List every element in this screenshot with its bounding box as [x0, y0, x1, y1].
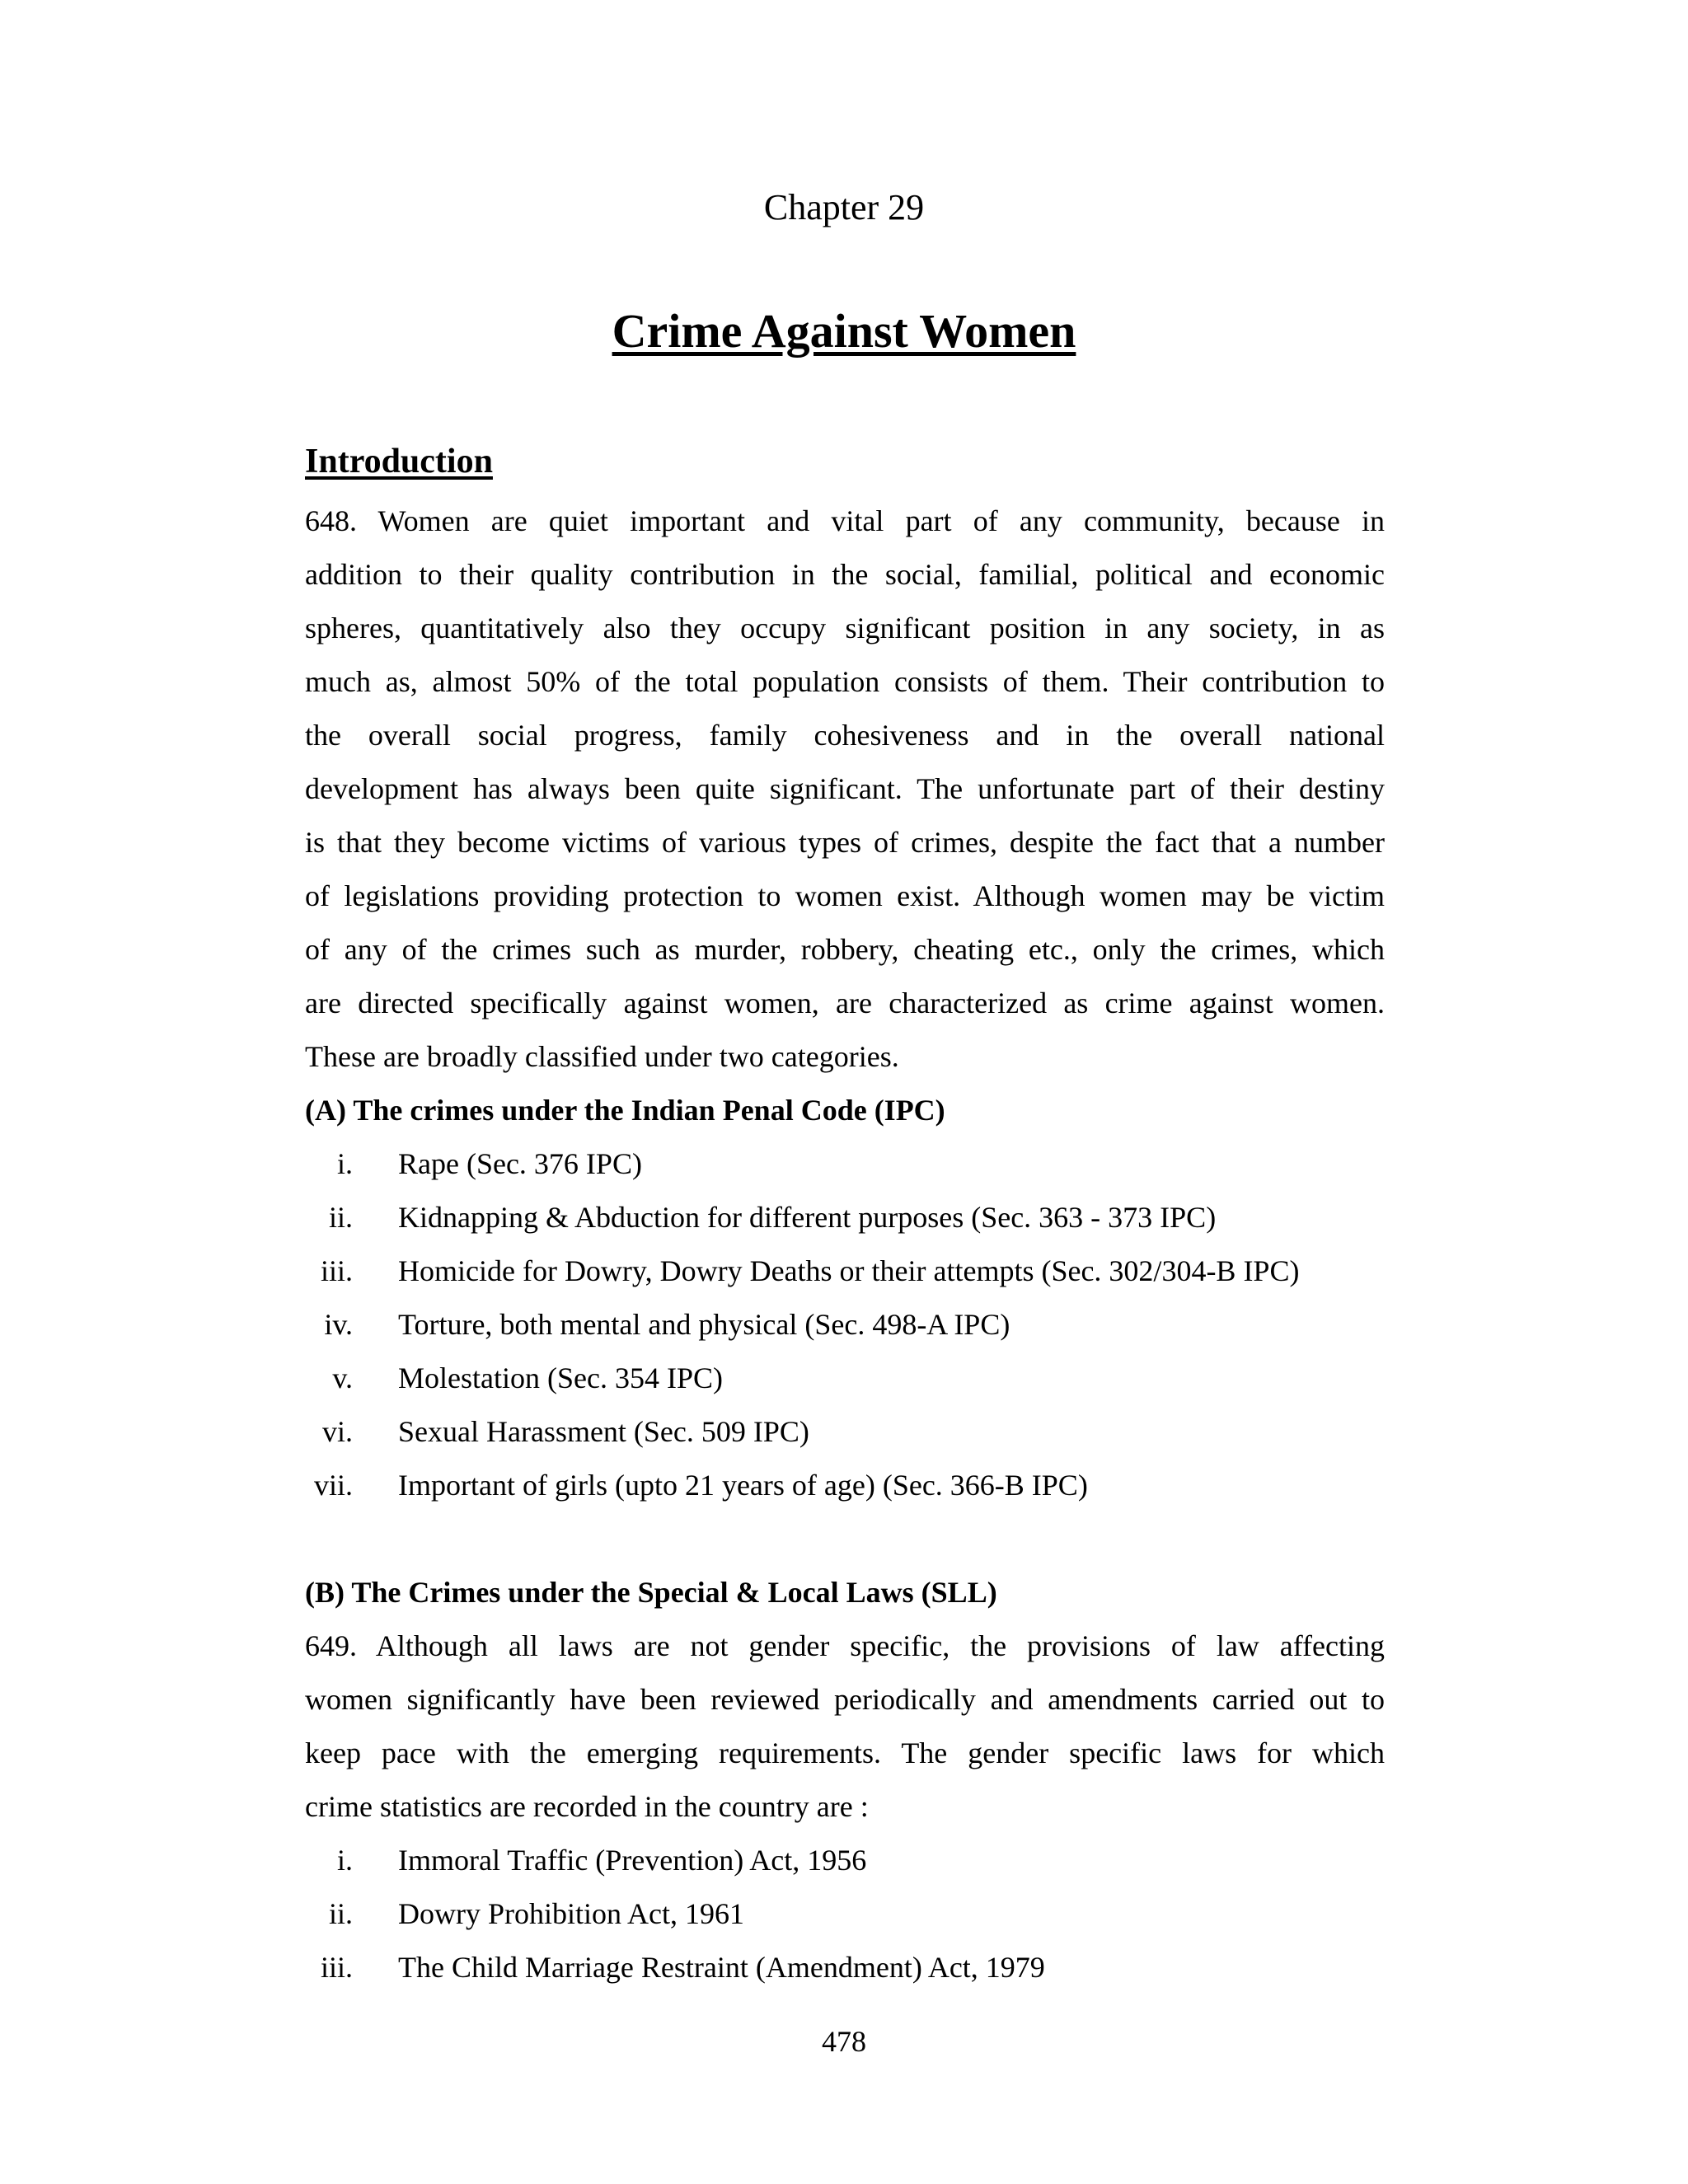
list-item	[305, 1941, 1459, 1994]
list-number: vi.	[321, 1415, 353, 1448]
paragraph-line: development has always been quite significant. The unfortunate part of their destiny	[305, 772, 1385, 805]
paragraph-line: addition to their quality contribution in the social, familial, political and economic	[305, 558, 1385, 591]
paragraph-649	[305, 1619, 1385, 1834]
list-text: The Child Marriage Restraint (Amendment) Act, 1979	[398, 1951, 1045, 1984]
list-number: iv.	[324, 1308, 353, 1341]
list-number: vii.	[313, 1469, 353, 1502]
list-text: Dowry Prohibition Act, 1961	[398, 1897, 744, 1930]
list-text: Important of girls (upto 21 years of age) (Sec. 366-B IPC)	[398, 1469, 1088, 1502]
list-number: iii.	[320, 1951, 353, 1984]
list-text: Immoral Traffic (Prevention) Act, 1956	[398, 1844, 867, 1877]
list-text: Homicide for Dowry, Dowry Deaths or their attempts (Sec. 302/304-B IPC)	[398, 1254, 1300, 1287]
list-number: ii.	[328, 1897, 353, 1930]
list-item	[305, 1298, 1459, 1352]
list-number: iii.	[320, 1254, 353, 1287]
list-number: v.	[332, 1361, 353, 1394]
list-item	[305, 1887, 1459, 1941]
chapter-label: Chapter 29	[763, 187, 925, 227]
list-number: i.	[336, 1844, 353, 1877]
list-text: Sexual Harassment (Sec. 509 IPC)	[398, 1415, 809, 1448]
paragraph-line: of legislations providing protection to women exist. Although women may be victim	[305, 879, 1385, 912]
sll-law-list	[305, 1834, 1459, 1994]
list-number: i.	[336, 1147, 353, 1180]
list-item	[305, 1191, 1459, 1244]
list-text: Torture, both mental and physical (Sec. 498-A IPC)	[398, 1308, 1010, 1341]
paragraph-line: is that they become victims of various types of crimes, despite the fact that a number	[305, 826, 1385, 859]
list-item	[305, 1834, 1459, 1887]
paragraph-line: are directed specifically against women, are characterized as crime against women.	[305, 987, 1385, 1019]
paragraph-line: the overall social progress, family cohesiveness and in the overall national	[305, 719, 1385, 752]
ipc-heading: (A) The crimes under the Indian Penal Code (IPC)	[305, 1094, 945, 1127]
chapter-title: Crime Against Women	[612, 304, 1076, 358]
page-number: 478	[822, 2025, 866, 2058]
paragraph-line: much as, almost 50% of the total population consists of them. Their contribution to	[305, 665, 1385, 698]
sll-heading: (B) The Crimes under the Special & Local Laws (SLL)	[305, 1576, 997, 1609]
list-text: Kidnapping & Abduction for different purposes (Sec. 363 - 373 IPC)	[398, 1201, 1217, 1234]
paragraph-line: These are broadly classified under two categories.	[305, 1040, 899, 1073]
list-text: Rape (Sec. 376 IPC)	[398, 1147, 642, 1180]
list-text: Molestation (Sec. 354 IPC)	[398, 1361, 723, 1394]
paragraph-line: spheres, quantitatively also they occupy significant position in any society, in as	[305, 612, 1385, 644]
ipc-crime-list	[305, 1137, 1459, 1512]
list-number: ii.	[328, 1201, 353, 1234]
paragraph-line: 648. Women are quiet important and vital part of any community, because in	[305, 504, 1385, 537]
list-item	[305, 1137, 1459, 1191]
paragraph-line: 649. Although all laws are not gender specific, the provisions of law affecting	[305, 1629, 1385, 1662]
list-item	[305, 1352, 1459, 1405]
paragraph-648	[305, 494, 1385, 1084]
paragraph-line: keep pace with the emerging requirements. The gender specific laws for which	[305, 1736, 1385, 1769]
paragraph-line: women significantly have been reviewed periodically and amendments carried out to	[305, 1683, 1385, 1716]
list-item	[305, 1405, 1459, 1459]
introduction-heading: Introduction	[305, 443, 493, 480]
list-item	[305, 1459, 1459, 1512]
paragraph-line: crime statistics are recorded in the country are :	[305, 1790, 869, 1823]
list-item	[305, 1244, 1459, 1298]
paragraph-line: of any of the crimes such as murder, robbery, cheating etc., only the crimes, which	[305, 933, 1385, 966]
